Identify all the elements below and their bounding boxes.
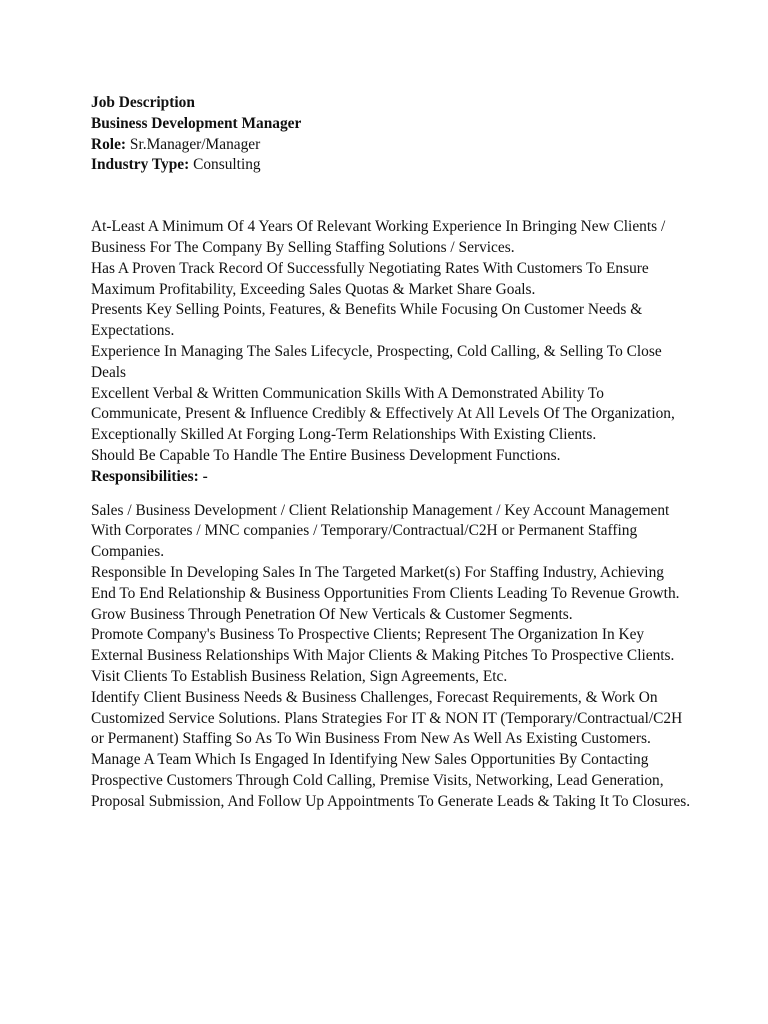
responsibility-item: Visit Clients To Establish Business Relation, Sign Agreements, Etc. xyxy=(91,667,508,685)
responsibility-item: Promote Company's Business To Prospective Clients; Represent The Organization In Key External Business Relationships With Major Clients & Making Pitches To Prospective Clients. xyxy=(91,626,675,665)
role-value: Sr.Manager/Manager xyxy=(126,135,261,153)
requirement-item: Presents Key Selling Points, Features, & Benefits While Focusing On Customer Needs & Expectations. xyxy=(91,301,643,340)
job-position: Business Development Manager xyxy=(91,114,302,132)
industry-line xyxy=(91,155,691,176)
document-page xyxy=(91,93,691,813)
responsibility-item: Identify Client Business Needs & Business Challenges, Forecast Requirements, & Work On Customized Service Solutions. Plans Strategies For IT & NON IT (Temporary/Contractual/C2H or Permanent) Staffing So As To Win Business From New As Well As Existing Customers. xyxy=(91,688,683,748)
requirement-item: Excellent Verbal & Written Communication Skills With A Demonstrated Ability To Communicate, Present & Influence Credibly & Effectively At All Levels Of The Organization, Exceptionally Skilled At Forging Long-Term Relationships With Existing Clients. xyxy=(91,384,675,444)
responsibilities-list xyxy=(91,501,691,813)
requirement-item: Should Be Capable To Handle The Entire Business Development Functions. xyxy=(91,446,561,464)
requirement-item: Experience In Managing The Sales Lifecycle, Prospecting, Cold Calling, & Selling To Close Deals xyxy=(91,342,662,381)
role-line xyxy=(91,135,691,156)
document-title: Job Description xyxy=(91,94,195,111)
industry-label: Industry Type: xyxy=(91,156,190,174)
role-label: Role: xyxy=(91,135,127,153)
responsibility-item: Manage A Team Which Is Engaged In Identifying New Sales Opportunities By Contacting Prospective Customers Through Cold Calling, Premise Visits, Networking, Lead Generation, Proposal Submission, And Follow Up Appointments To Generate Leads & Taking It To Closures. xyxy=(91,751,691,810)
requirements-list xyxy=(91,217,691,467)
requirement-item: Has A Proven Track Record Of Successfully Negotiating Rates With Customers To Ensure Maximum Profitability, Exceeding Sales Quotas & Market Share Goals. xyxy=(91,259,649,298)
responsibility-item: Sales / Business Development / Client Relationship Management / Key Account Management With Corporates / MNC companies / Temporary/Contractual/C2H or Permanent Staffing Companies. xyxy=(91,501,670,561)
responsibility-item: Responsible In Developing Sales In The Targeted Market(s) For Staffing Industry, Achieving End To End Relationship & Business Opportunities From Clients Leading To Revenue Growth. Grow Business Through Penetration Of New Verticals & Customer Segments. xyxy=(91,563,680,623)
requirement-item: At-Least A Minimum Of 4 Years Of Relevant Working Experience In Bringing New Clients / Business For The Company By Selling Staffing Solutions / Services. xyxy=(91,218,666,256)
industry-value: Consulting xyxy=(189,156,261,174)
responsibilities-heading: Responsibilities: - xyxy=(91,467,208,485)
